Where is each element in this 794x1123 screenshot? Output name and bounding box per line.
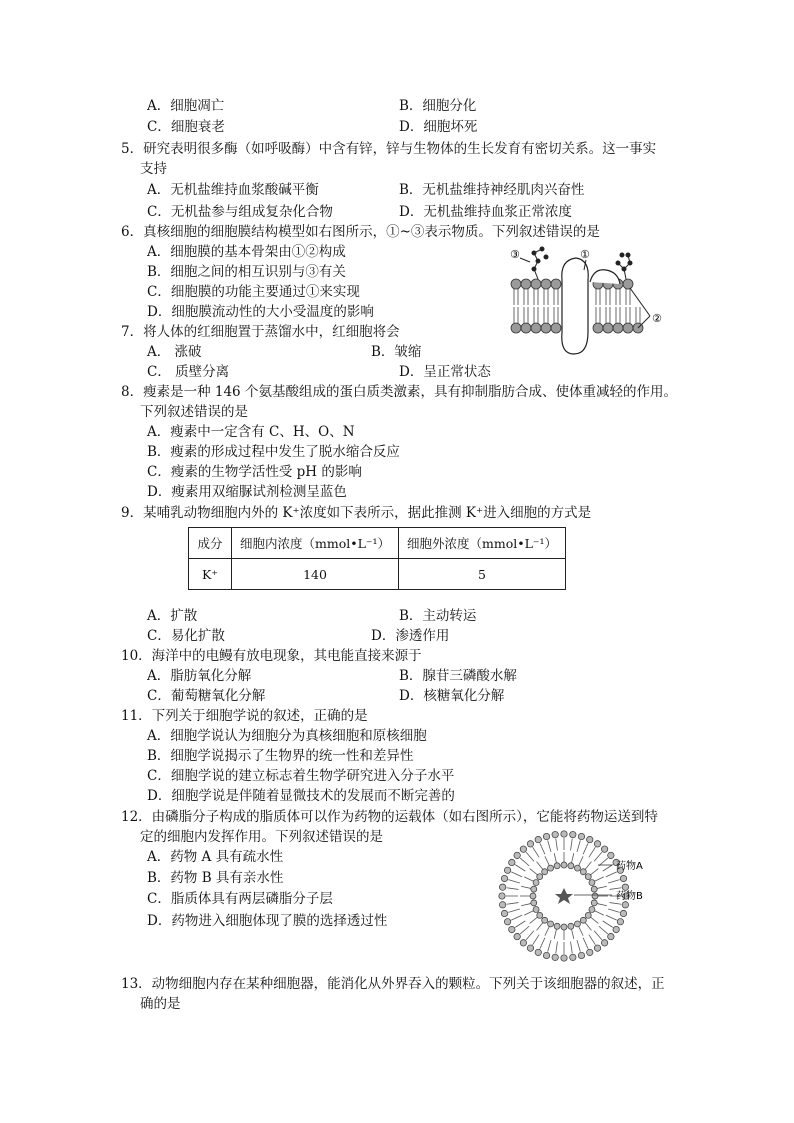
q10-option-b: B．腺苷三磷酸水解	[399, 668, 517, 684]
q8-option-b: B．瘦素的形成过程中发生了脱水缩合反应	[147, 444, 400, 460]
table-cell: K⁺	[189, 559, 232, 590]
cell-membrane-figure	[498, 240, 674, 360]
q8-option-d: D．瘦素用双缩脲试剂检测呈蓝色	[147, 484, 347, 500]
q6-option-a: A．细胞膜的基本骨架由①②构成	[147, 244, 346, 260]
q5-stem-cont: 支持	[140, 161, 167, 177]
q4-option-c: C．细胞衰老	[147, 119, 225, 135]
q9-stem: 9．某哺乳动物细胞内外的 K⁺浓度如下表所示，据此推测 K⁺进入细胞的方式是	[121, 505, 592, 521]
q4-option-d: D．细胞坏死	[399, 119, 478, 135]
q6-option-c: C．细胞膜的功能主要通过①来实现	[147, 284, 360, 300]
q12-option-c: C．脂质体具有两层磷脂分子层	[147, 891, 333, 907]
q12-option-b: B．药物 B 具有亲水性	[147, 870, 284, 886]
fig-label-3: ③	[510, 248, 520, 261]
table-header-cell: 细胞外浓度（mmol•L⁻¹）	[399, 528, 566, 559]
table-cell: 140	[232, 559, 399, 590]
fig-label-2: ②	[652, 312, 662, 325]
q11-option-a: A．细胞学说认为细胞分为真核细胞和原核细胞	[147, 728, 427, 744]
q12-option-d: D．药物进入细胞体现了膜的选择透过性	[147, 913, 388, 929]
q12-option-a: A．药物 A 具有疏水性	[147, 849, 284, 865]
q11-option-d: D．细胞学说是伴随着显微技术的发展而不断完善的	[147, 788, 455, 804]
q11-option-b: B．细胞学说揭示了生物界的统一性和差异性	[147, 748, 414, 764]
q10-stem: 10．海洋中的电鳗有放电现象，其电能直接来源于	[121, 648, 422, 664]
drug-b-label: 药物B	[616, 891, 643, 902]
q7-stem: 7．将人体的红细胞置于蒸馏水中，红细胞将会	[121, 324, 400, 340]
q5-option-a: A．无机盐维持血浆酸碱平衡	[147, 182, 319, 198]
q9-option-d: D．渗透作用	[371, 628, 450, 644]
q7-option-a: A． 涨破	[147, 344, 202, 360]
k-concentration-table	[188, 527, 566, 590]
q11-stem: 11．下列关于细胞学说的叙述，正确的是	[121, 708, 368, 724]
q7-option-c: C． 质壁分离	[147, 364, 230, 380]
table-header-cell: 成分	[189, 528, 232, 559]
q9-option-c: C．易化扩散	[147, 628, 225, 644]
q10-option-c: C．葡萄糖氧化分解	[147, 688, 266, 704]
q5-option-c: C．无机盐参与组成复杂化合物	[147, 204, 333, 220]
q7-option-b: B．皱缩	[371, 344, 422, 360]
q13-stem: 13．动物细胞内存在某种细胞器，能消化从外界吞入的颗粒。下列关于该细胞器的叙述，正	[121, 976, 665, 992]
fig-label-1: ①	[580, 248, 590, 261]
q10-option-a: A．脂肪氧化分解	[147, 668, 252, 684]
table-header-cell: 细胞内浓度（mmol•L⁻¹）	[232, 528, 399, 559]
q12-stem-cont: 定的细胞内发挥作用。下列叙述错误的是	[140, 829, 383, 845]
q7-option-d: D．呈正常状态	[399, 364, 491, 380]
q8-stem-cont: 下列叙述错误的是	[140, 404, 248, 420]
q9-option-a: A．扩散	[147, 608, 198, 624]
drug-a-label: 药物A	[616, 861, 643, 872]
q4-option-b: B．细胞分化	[399, 98, 477, 114]
q9-option-b: B．主动转运	[399, 608, 477, 624]
q4-option-a: A．细胞凋亡	[147, 98, 225, 114]
q6-stem: 6．真核细胞的细胞膜结构模型如右图所示，①~③表示物质。下列叙述错误的是	[121, 224, 600, 240]
q8-option-a: A．瘦素中一定含有 C、H、O、N	[147, 424, 355, 440]
q10-option-d: D．核糖氧化分解	[399, 688, 505, 704]
table-header-row	[189, 528, 566, 559]
q8-stem: 8．瘦素是一种 146 个氨基酸组成的蛋白质类激素，具有抑制脂肪合成、使体重减轻的作用。	[121, 384, 677, 400]
table-row	[189, 559, 566, 590]
q6-option-d: D．细胞膜流动性的大小受温度的影响	[147, 304, 374, 320]
q8-option-c: C．瘦素的生物学活性受 pH 的影响	[147, 464, 362, 480]
q6-option-b: B．细胞之间的相互识别与③有关	[147, 264, 346, 280]
liposome-figure	[478, 825, 678, 970]
q13-stem-cont: 确的是	[140, 996, 181, 1012]
q12-stem: 12．由磷脂分子构成的脂质体可以作为药物的运载体（如右图所示），它能将药物运送到特	[121, 809, 658, 825]
table-cell: 5	[399, 559, 566, 590]
drug-b-star	[555, 888, 573, 904]
q5-option-b: B．无机盐维持神经肌肉兴奋性	[399, 182, 585, 198]
q11-option-c: C．细胞学说的建立标志着生物学研究进入分子水平	[147, 768, 455, 784]
q5-stem: 5．研究表明很多酶（如呼吸酶）中含有锌，锌与生物体的生长发育有密切关系。这一事实	[121, 141, 657, 157]
q5-option-d: D．无机盐维持血浆正常浓度	[399, 204, 572, 220]
